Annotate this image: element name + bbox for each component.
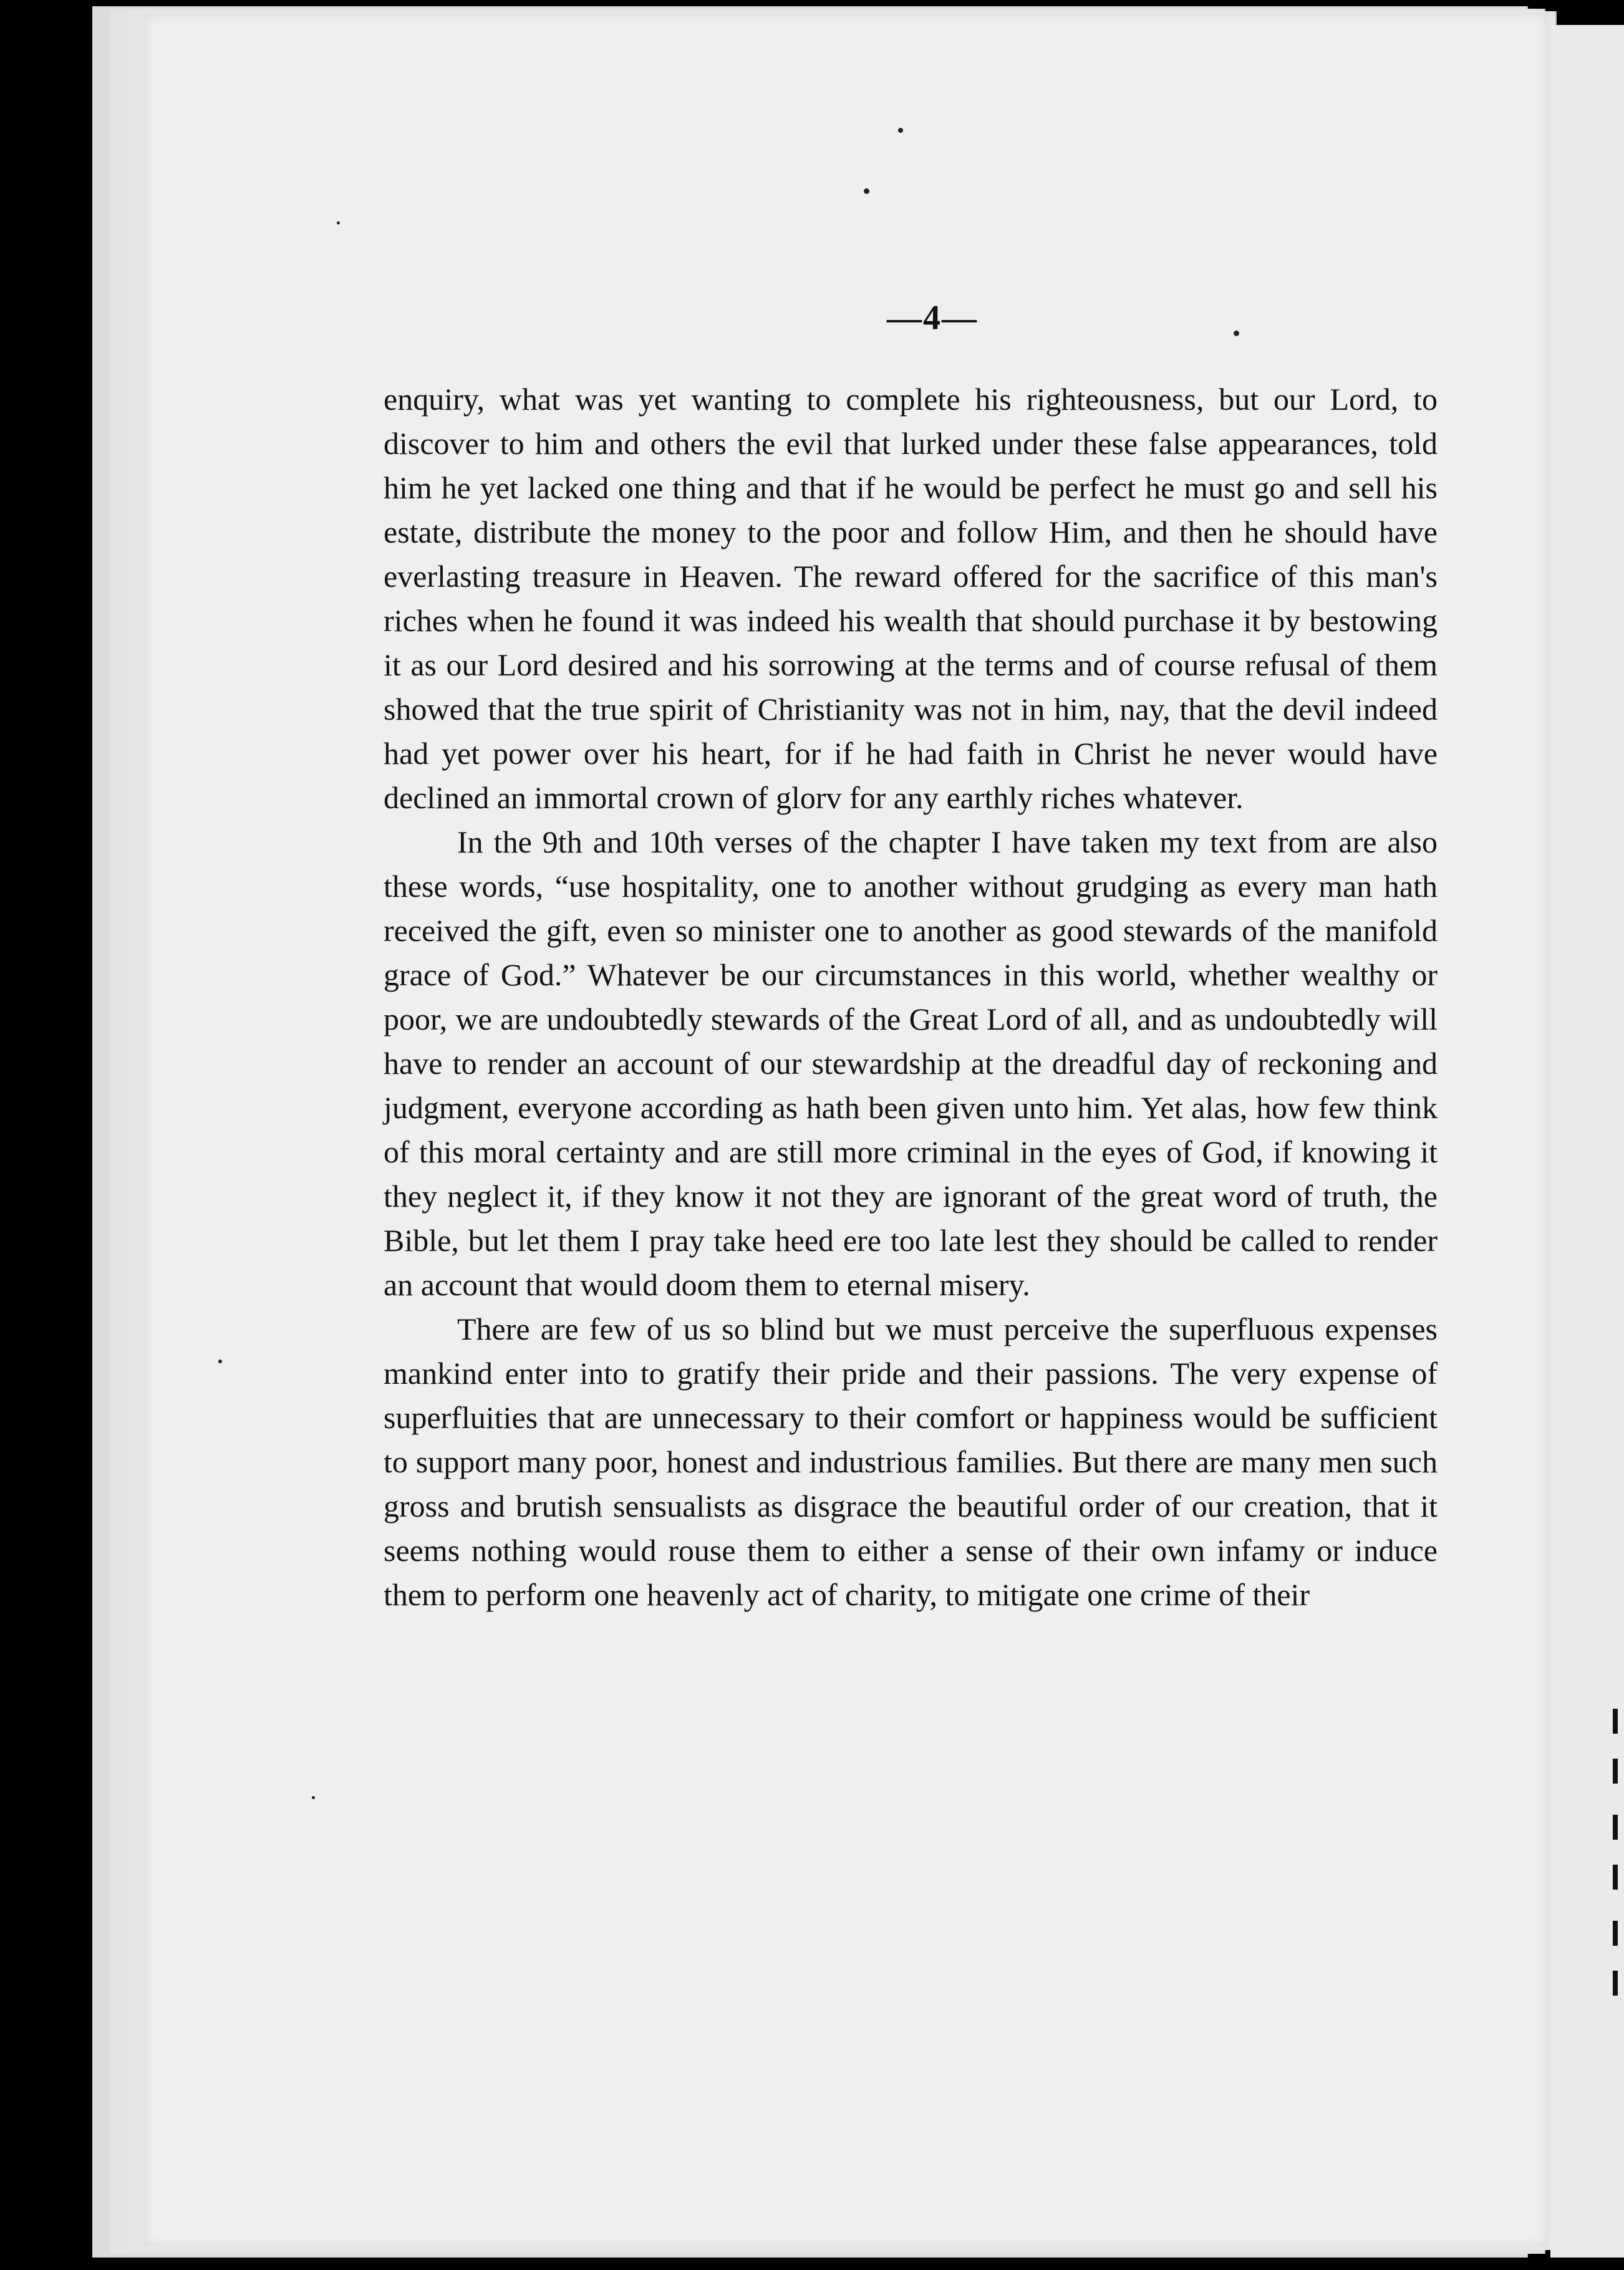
paragraph: enquiry, what was yet wanting to complete his righteousness, but our Lord, to discover to him and others the evil that lurked under these false appearances, told him he yet lacked one thing and that if he would be perfect he must go and sell his estate, distribute the money to the poor and follow Him, and then he should have everlasting treasure in Heaven. The reward offered for the sacrifice of this man's riches when he found it was indeed his wealth that should purchase it by bestowing it as our Lord desired and his sorrowing at the terms and of course refusal of them showed that the true spirit of Christianity was not in him, nay, that the devil indeed had yet power over his heart, for if he had faith in Christ he never would have declined an immortal crown of glorv for any earthly riches whatever.	[384, 382, 1438, 815]
print-speck	[312, 1796, 315, 1799]
paragraph: There are few of us so blind but we must perceive the superfluous expenses mankind enter into to gratify their pride and their passions. The very expense of superfluities that are unnecessary to their comfort or happiness would be sufficient to support many poor, honest and industrious families. But there are many men such gross and brutish sensualists as disgrace the beautiful order of our creation, that it seems nothing would rouse them to either a sense of their own infamy or induce them to perform one heavenly act of charity, to mitigate one crime of their	[384, 1311, 1438, 1612]
body-text	[384, 377, 1438, 1617]
print-speck	[218, 1360, 222, 1363]
print-speck	[337, 221, 340, 225]
print-speck	[898, 128, 903, 133]
adjacent-page-edge	[1550, 25, 1624, 2258]
paragraph: In the 9th and 10th verses of the chapter I have taken my text from are also these words, “use hospitality, one to another without grudging as every man hath received the gift, even so minister one to another as good stewards of the manifold grace of God.” Whatever be our circumstances in this world, whether wealthy or poor, we are undoubtedly stewards of the Great Lord of all, and as undoubtedly will have to render an account of our stewardship at the dreadful day of reckoning and judgment, everyone according as hath been given unto him. Yet alas, how few think of this moral certainty and are still more criminal in the eyes of God, if knowing it they neglect it, if they know it not they are ignorant of the great word of truth, the Bible, but let them I pray take heed ere too late lest they should be called to render an account that would doom them to eternal misery.	[384, 824, 1438, 1302]
print-speck	[1234, 331, 1239, 336]
page-number: —4—	[887, 299, 978, 337]
print-speck	[864, 188, 869, 194]
